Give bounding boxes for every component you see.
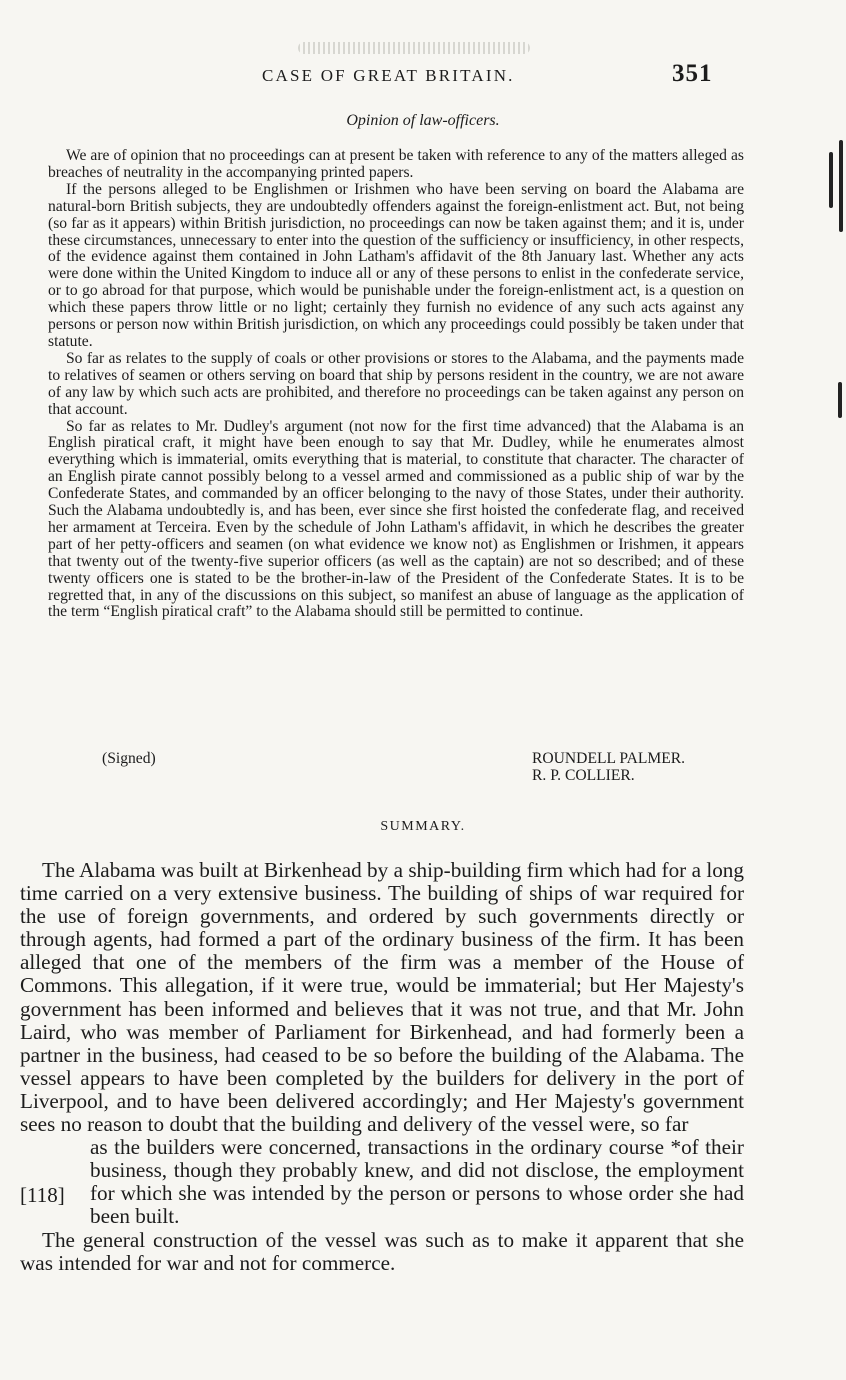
summary-paragraph: The Alabama was built at Birkenhead by a ship-building firm which had for a long time carried on a very extensive business. The building of ships of war required for the use of foreign governments, and ordered by such governments directly or through agents, had formed a part of the ordinary business of the firm. It has been alleged that one of the members of the firm was a member of the House of Commons. This allegation, if it were true, would be immaterial; but Her Majesty's government has been informed and believes that it was not true, and that Mr. John Laird, who was member of Parliament for Birkenhead, and had formerly been a partner in the business, had ceased to be so before the building of the Alabama. The vessel appears to have been completed by the builders for delivery in the port of Liverpool, and to have been delivered accordingly; and Her Majesty's government sees no reason to doubt that the building and delivery of the vessel were, so far — [20, 858, 744, 1137]
page-edge-mark — [829, 152, 833, 208]
margin-page-reference: [118] — [20, 1183, 65, 1207]
opinion-paragraph: We are of opinion that no proceedings can at present be taken with reference to any of the matters alleged as breaches of neutrality in the accompanying printed papers. — [48, 147, 744, 181]
summary-paragraph: The general construction of the vessel was such as to make it apparent that she was intended for war and not for commerce. — [20, 1227, 744, 1275]
page-edge-mark — [839, 140, 843, 232]
signatory-name: R. P. COLLIER. — [532, 767, 635, 784]
running-head: CASE OF GREAT BRITAIN. — [262, 66, 515, 85]
signatory-name: ROUNDELL PALMER. — [532, 750, 686, 767]
page-number: 351 — [672, 60, 713, 87]
signed-label: (Signed) — [102, 750, 156, 767]
opinion-body — [48, 148, 744, 621]
summary-body — [20, 859, 744, 1275]
summary-heading: SUMMARY. — [380, 819, 466, 834]
page-edge-mark — [838, 382, 842, 418]
signatories — [532, 750, 685, 784]
opinion-heading: Opinion of law-officers. — [346, 112, 500, 129]
opinion-paragraph: If the persons alleged to be Englishmen or Irishmen who have been serving on board the Alabama are natural-born British subjects, they are undoubtedly offenders against the foreign-enlistment act. But, not being (so far as it appears) within British jurisdiction, no proceedings can now be taken against them; and it is, under these circumstances, unnecessary to enter into the question of the sufficiency or insufficiency, in other respects, of the evidence against them contained in John Latham's affidavit of the 8th January last. Whether any acts were done within the United Kingdom to induce all or any of these persons to enlist in the confederate service, or to go abroad for that purpose, which would be punishable under the foreign-enlistment act, is a question on which these papers throw little or no light; certainly they furnish no evidence of any such acts against any persons or person now within British jurisdiction, on which any proceedings could possibly be taken under that statute. — [48, 180, 744, 350]
summary-paragraph-continued: as the builders were concerned, transactions in the ordinary course *of their business, though they probably knew, and did not disclose, the employment for which she was intended by the person or persons to whose order she had been built. — [90, 1135, 744, 1229]
opinion-paragraph: So far as relates to the supply of coals or other provisions or stores to the Alabama, and the payments made to relatives of seamen or others serving on board that ship by persons resident in the country, we are not aware of any law by which such acts are prohibited, and therefore no proceedings can be taken against any person on that account. — [48, 349, 744, 418]
print-smudge — [298, 42, 530, 54]
signature-block — [48, 750, 748, 786]
opinion-paragraph: So far as relates to Mr. Dudley's argument (not now for the first time advanced) that the Alabama is an English piratical craft, it might have been enough to say that Mr. Dudley, while he enumerates almost everything which is immaterial, omits everything that is material, to constitute that character. The character of an English pirate cannot possibly belong to a vessel armed and commissioned as a public ship of war by the Confederate States, and commanded by an officer belonging to the navy of those States, under their authority. Such the Alabama undoubtedly is, and has been, ever since she first hoisted the confederate flag, and received her armament at Terceira. Even by the schedule of John Latham's affidavit, in which he describes the greater part of her petty-officers and seamen (on what evidence we know not) as Englishmen or Irishmen, it appears that twenty out of the twenty-five superior officers (as well as the captain) are not so described; and of these twenty officers one is stated to be the brother-in-law of the President of the Confederate States. It is to be regretted that, in any of the discussions on this subject, so manifest an abuse of language as the application of the term “English piratical craft” to the Alabama should still be permitted to continue. — [48, 417, 744, 621]
